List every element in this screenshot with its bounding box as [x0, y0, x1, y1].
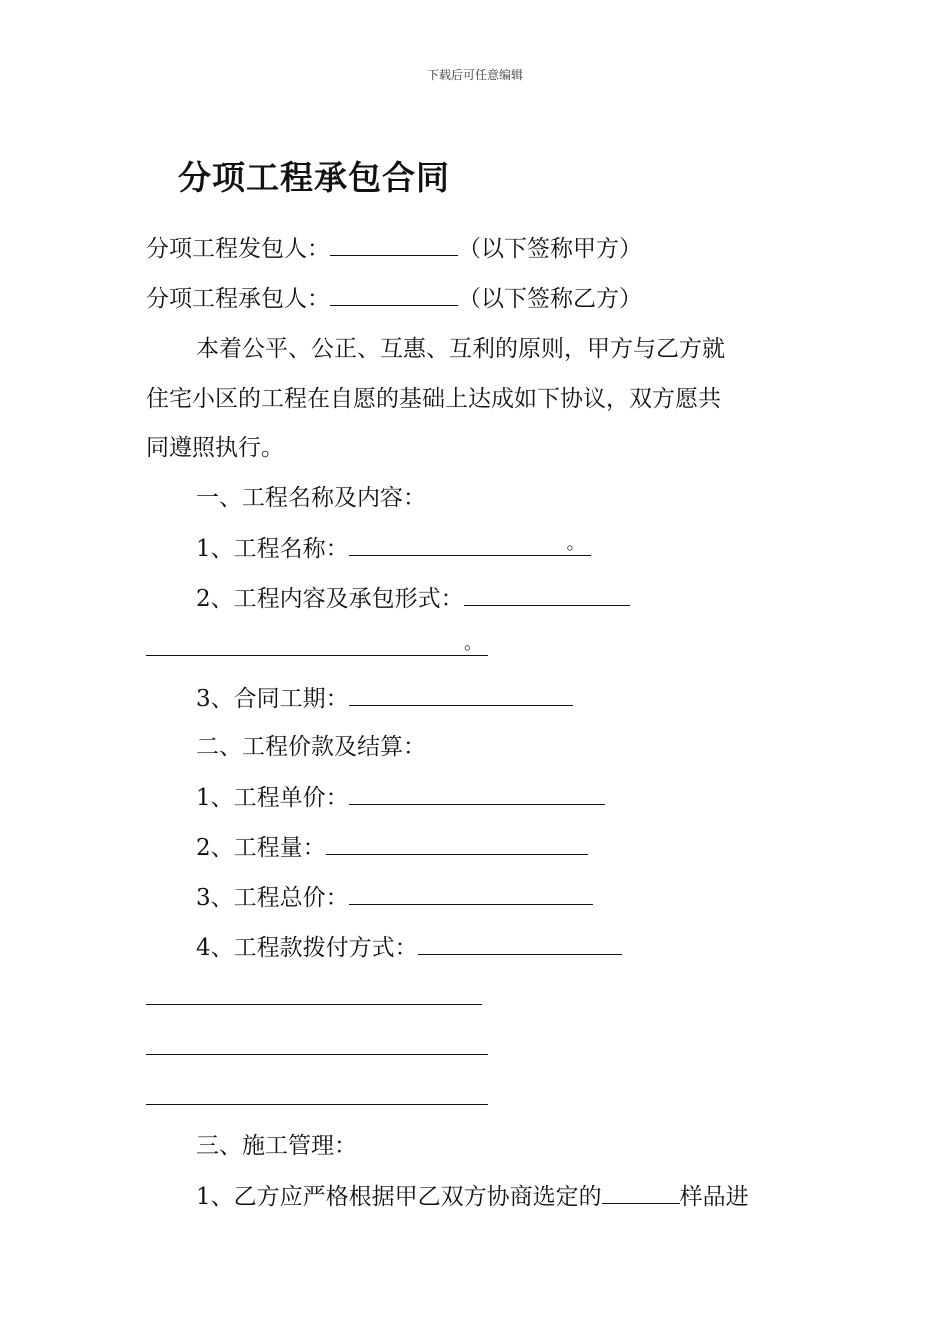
project-content-blank-2[interactable] — [146, 633, 488, 656]
payment-blank-line-3[interactable] — [146, 1104, 488, 1105]
employer-blank[interactable] — [330, 233, 458, 256]
unit-price-label: 1、工程单价： — [196, 785, 349, 811]
duration-label: 3、合同工期： — [196, 686, 349, 712]
contractor-label: 分项工程承包人： — [146, 286, 330, 312]
project-content-blank[interactable] — [464, 583, 630, 606]
sample-blank[interactable] — [602, 1181, 680, 1204]
project-content-line — [196, 583, 630, 614]
document-title: 分项工程承包合同 — [178, 158, 450, 197]
project-name-label: 1、工程名称： — [196, 536, 349, 562]
employer-label: 分项工程发包人： — [146, 236, 330, 262]
employer-line — [146, 233, 642, 264]
contractor-line — [146, 283, 642, 314]
quantity-label: 2、工程量： — [196, 835, 326, 861]
project-content-end: 。 — [464, 633, 482, 654]
intro-line-3: 同遵照执行。 — [146, 435, 284, 461]
project-name-line — [196, 533, 591, 564]
unit-price-line — [196, 782, 605, 813]
quantity-blank[interactable] — [326, 832, 588, 855]
header-note: 下载后可任意编辑 — [426, 68, 523, 82]
quantity-line — [196, 832, 588, 863]
payment-method-label: 4、工程款拨付方式： — [196, 935, 418, 961]
contractor-blank[interactable] — [330, 283, 458, 306]
section1-heading: 一、工程名称及内容： — [196, 485, 426, 511]
construction-item-1 — [196, 1181, 749, 1212]
section2-heading: 二、工程价款及结算： — [196, 734, 426, 760]
construction-item-1-start: 1、乙方应严格根据甲乙双方协商选定的 — [196, 1184, 602, 1210]
unit-price-blank[interactable] — [349, 782, 605, 805]
project-content-label: 2、工程内容及承包形式： — [196, 586, 464, 612]
section3-heading: 三、施工管理： — [196, 1133, 357, 1159]
employer-suffix: （以下签称甲方） — [458, 236, 642, 262]
contractor-suffix: （以下签称乙方） — [458, 286, 642, 312]
duration-blank[interactable] — [349, 683, 573, 706]
intro-line-2: 住宅小区的工程在自愿的基础上达成如下协议，双方愿共 — [146, 386, 721, 412]
duration-line — [196, 683, 573, 714]
total-price-label: 3、工程总价： — [196, 885, 349, 911]
project-name-blank[interactable] — [349, 533, 591, 556]
payment-method-line — [196, 932, 622, 963]
intro-line-1: 本着公平、公正、互惠、互利的原则，甲方与乙方就 — [196, 336, 725, 362]
total-price-line — [196, 882, 593, 913]
payment-method-blank[interactable] — [418, 932, 622, 955]
project-content-line-2 — [146, 633, 488, 664]
project-name-end: 。 — [566, 533, 585, 554]
payment-blank-line-2[interactable] — [146, 1054, 488, 1055]
total-price-blank[interactable] — [349, 882, 593, 905]
construction-item-1-end: 样品进 — [679, 1184, 749, 1210]
payment-blank-line-1[interactable] — [146, 1004, 482, 1005]
